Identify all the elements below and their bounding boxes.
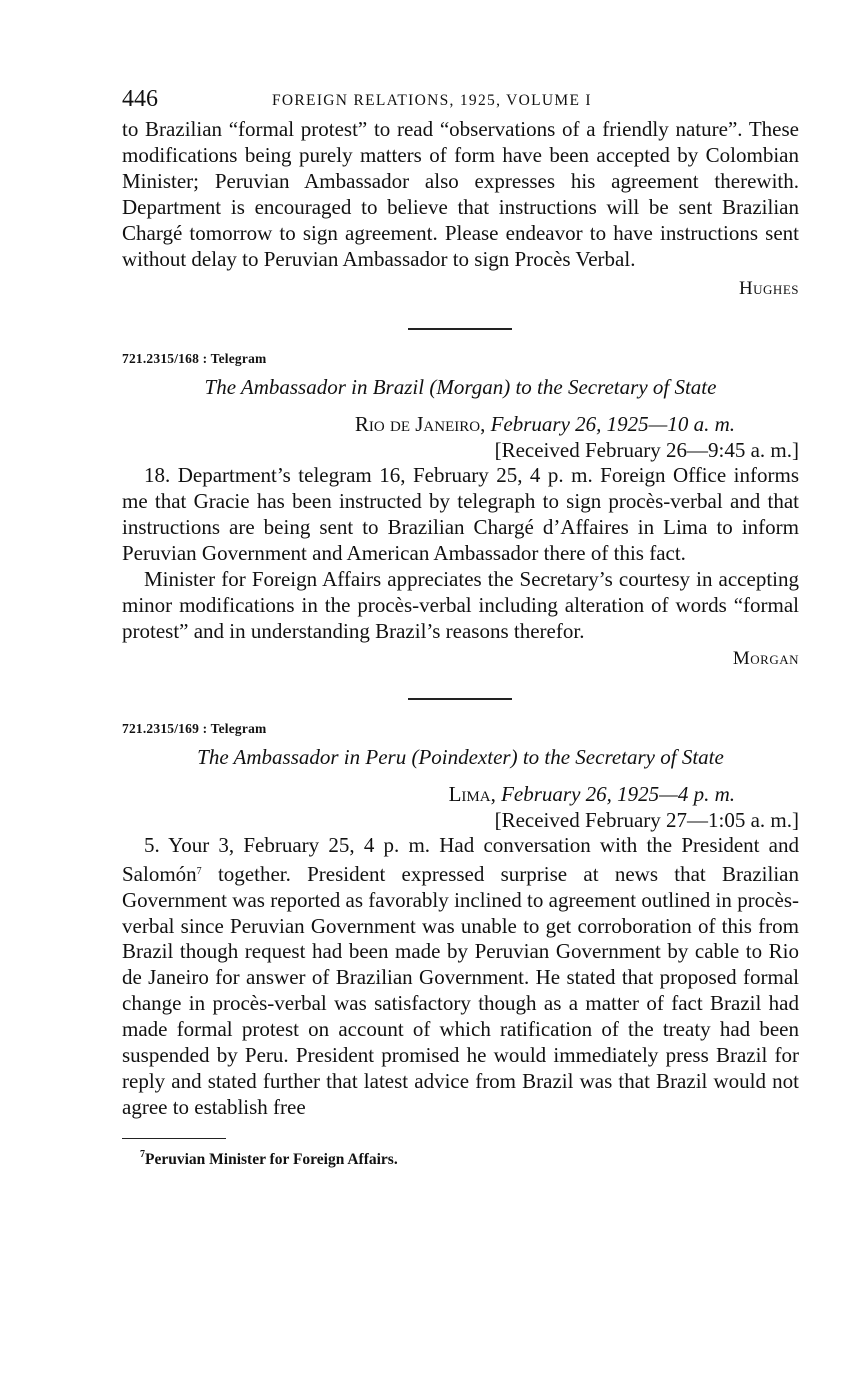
doc2-date: February 26, 1925—10 a. m. xyxy=(490,412,735,437)
doc3-place: Lima, xyxy=(448,781,496,806)
doc3-received: [Received February 27—1:05 a. m.] xyxy=(494,807,799,832)
doc3-heading xyxy=(122,744,799,770)
doc1-body: to Brazilian “formal protest” to read “observations of a friendly nature”. These modifications being purely matters of form have been accepted by Colombian Minister; Peruvian Ambassador also expresses his agreement therewith. Department is encouraged to believe that instructions will be sent Brazilian Chargé tomorrow to sign agreement. Please endeavor to have instructions sent without delay to Peruvian Ambassador to sign Procès Verbal. xyxy=(122,117,799,271)
doc3-dateline xyxy=(122,781,799,807)
footnote xyxy=(122,1145,799,1170)
footnote-mark: 7 xyxy=(140,1148,145,1160)
doc1-signature: Hughes xyxy=(738,278,799,300)
doc2-place: Rio de Janeiro, xyxy=(354,412,486,437)
footnote-rule xyxy=(122,1138,226,1139)
doc2-file-ref: 721.2315/168 : Telegram xyxy=(122,351,267,367)
doc3-file-ref: 721.2315/169 : Telegram xyxy=(122,720,267,736)
doc2-heading xyxy=(122,374,799,400)
doc2-heading-pre: The Ambassador in Brazil ( xyxy=(204,375,437,400)
doc3-para1-b: together. President expressed surprise at news that Brazilian Government was reported as favorably inclined to agreement outlined in procès-verbal since Peruvian Government was unable to get corroboration of this from Brazil though request had been made by Peruvian Government by cable to Rio de Janeiro for answer of Brazilian Government. He stated that proposed formal change in procès-verbal was satisfactory though as a matter of fact Brazil had made formal protest on account of which ratification of the treaty had been suspended by Peru. President promised he would immediately press Brazil for reply and stated further that latest advice from Brazil was that Brazil would not agree to establish free xyxy=(122,861,799,1119)
doc2-heading-post: ) to the Secretary of State xyxy=(503,375,717,400)
page-number: 446 xyxy=(122,86,158,112)
footnote-text: Peruvian Minister for Foreign Affairs. xyxy=(145,1150,398,1168)
doc2-dateline xyxy=(122,411,799,437)
page xyxy=(122,84,799,1170)
doc2-received: [Received February 26—9:45 a. m.] xyxy=(494,438,799,463)
doc2-signature: Morgan xyxy=(732,647,799,669)
doc3-heading-post: ) to the Secretary of State xyxy=(510,744,724,769)
doc3-date: February 26, 1925—4 p. m. xyxy=(501,781,735,806)
footnote-reference[interactable]: 7 xyxy=(196,865,202,877)
doc3-heading-name: Poindexter xyxy=(418,744,511,769)
running-title: FOREIGN RELATIONS, 1925, VOLUME I xyxy=(272,92,592,109)
doc3-para1-a: 5. Your 3, February 25, 4 p. m. Had conversation with the President and Salomón xyxy=(122,832,799,886)
running-head xyxy=(122,84,799,118)
doc2-para1: 18. Department’s telegram 16, February 25, 4 p. m. Foreign Office informs me that Gracie has been instructed by telegraph to sign procès-verbal and that instructions are being sent to Brazilian Chargé d’Affaires in Lima to inform Peruvian Government and American Ambassador there of this fact. xyxy=(122,463,799,566)
section-divider xyxy=(408,328,512,330)
doc2-heading-name: Morgan xyxy=(436,375,504,400)
doc2-para2: Minister for Foreign Affairs appreciates the Secretary’s courtesy in accepting minor modifications in the procès-verbal including alteration of words “formal protest” and in understanding Brazil’s reasons therefor. xyxy=(122,567,799,643)
doc3-para1 xyxy=(122,833,799,1121)
section-divider xyxy=(408,698,512,700)
doc3-heading-pre: The Ambassador in Peru ( xyxy=(197,744,419,769)
